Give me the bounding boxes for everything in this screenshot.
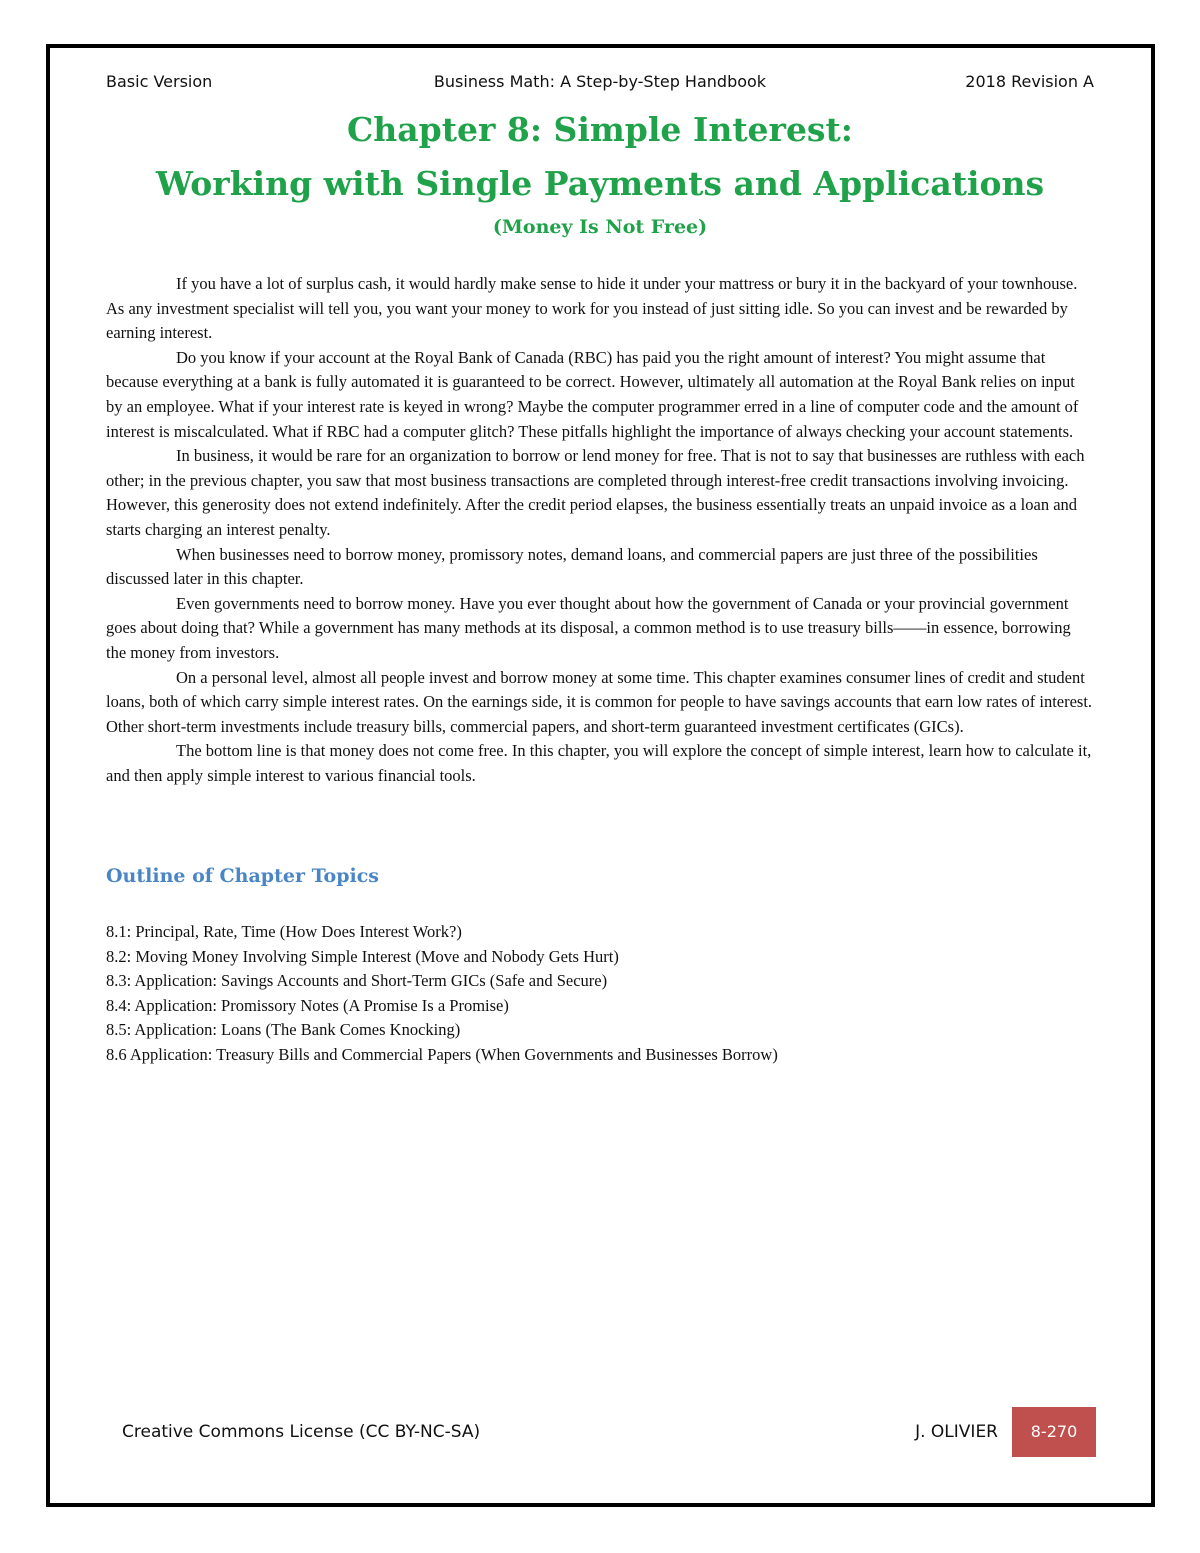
outline-item: 8.5: Application: Loans (The Bank Comes Knocking)	[106, 1020, 461, 1040]
paragraph: On a personal level, almost all people invest and borrow money at some time. This chapter examines consumer lines of credit and student loans, both of which carry simple interest rates. On the earnings side, it is common for people to have savings accounts that earn low rates of interest. Other short-term investments include treasury bills, commercial papers, and short-term guaranteed investment certificates (GICs).	[106, 667, 1093, 736]
outline-item: 8.4: Application: Promissory Notes (A Promise Is a Promise)	[106, 995, 509, 1015]
outline-list	[106, 920, 1094, 1068]
outline-heading: Outline of Chapter Topics	[106, 865, 379, 887]
paragraph: In business, it would be rare for an organization to borrow or lend money for free. That is not to say that businesses are ruthless with each other; in the previous chapter, you saw that most business transactions are completed through interest-free credit transactions involving invoicing. However, this generosity does not extend indefinitely. After the credit period elapses, the business essentially treats an unpaid invoice as a loan and starts charging an interest penalty.	[106, 446, 1085, 539]
outline-item: 8.2: Moving Money Involving Simple Interest (Move and Nobody Gets Hurt)	[106, 946, 619, 966]
paragraph: The bottom line is that money does not come free. In this chapter, you will explore the concept of simple interest, learn how to calculate it, and then apply simple interest to various financial tools.	[106, 741, 1092, 785]
outline-item: 8.1: Principal, Rate, Time (How Does Interest Work?)	[106, 922, 462, 941]
body-text	[106, 272, 1094, 788]
header-left: Basic Version	[106, 72, 213, 91]
page-number-badge: 8-270	[1012, 1407, 1096, 1457]
outline-item: 8.3: Application: Savings Accounts and Short-Term GICs (Safe and Secure)	[106, 971, 608, 991]
header-right: 2018 Revision A	[965, 72, 1094, 91]
chapter-tagline: (Money Is Not Free)	[492, 216, 708, 238]
paragraph: Even governments need to borrow money. Have you ever thought about how the government of Canada or your provincial government goes about doing that? While a government has many methods at its disposal, a common method is to use treasury bills——in essence, borrowing the money from investors.	[106, 593, 1071, 662]
footer-author: J. OLIVIER	[915, 1422, 998, 1442]
outline-item: 8.6 Application: Treasury Bills and Commercial Papers (When Governments and Businesses Borrow)	[106, 1044, 778, 1064]
page-header	[106, 72, 1094, 96]
header-center: Business Math: A Step-by-Step Handbook	[433, 72, 767, 91]
paragraph: When businesses need to borrow money, promissory notes, demand loans, and commercial papers are just three of the possibilities discussed later in this chapter.	[106, 544, 1038, 589]
paragraph: If you have a lot of surplus cash, it would hardly make sense to hide it under your mattress or bury it in the backyard of your townhouse. As any investment specialist will tell you, you want your money to work for you instead of just sitting idle. So you can invest and be rewarded by earning interest.	[106, 274, 1078, 343]
paragraph: Do you know if your account at the Royal Bank of Canada (RBC) has paid you the right amount of interest? You might assume that because everything at a bank is fully automated it is guaranteed to be correct. However, ultimately all automation at the Royal Bank relies on input by an employee. What if your interest rate is keyed in wrong? Maybe the computer programmer erred in a line of computer code and the amount of interest is miscalculated. What if RBC had a computer glitch? These pitfalls highlight the importance of always checking your account statements.	[106, 347, 1079, 441]
chapter-subtitle: Working with Single Payments and Applications	[155, 164, 1045, 203]
footer-license: Creative Commons License (CC BY-NC-SA)	[122, 1422, 481, 1442]
chapter-title: Chapter 8: Simple Interest:	[347, 110, 853, 149]
